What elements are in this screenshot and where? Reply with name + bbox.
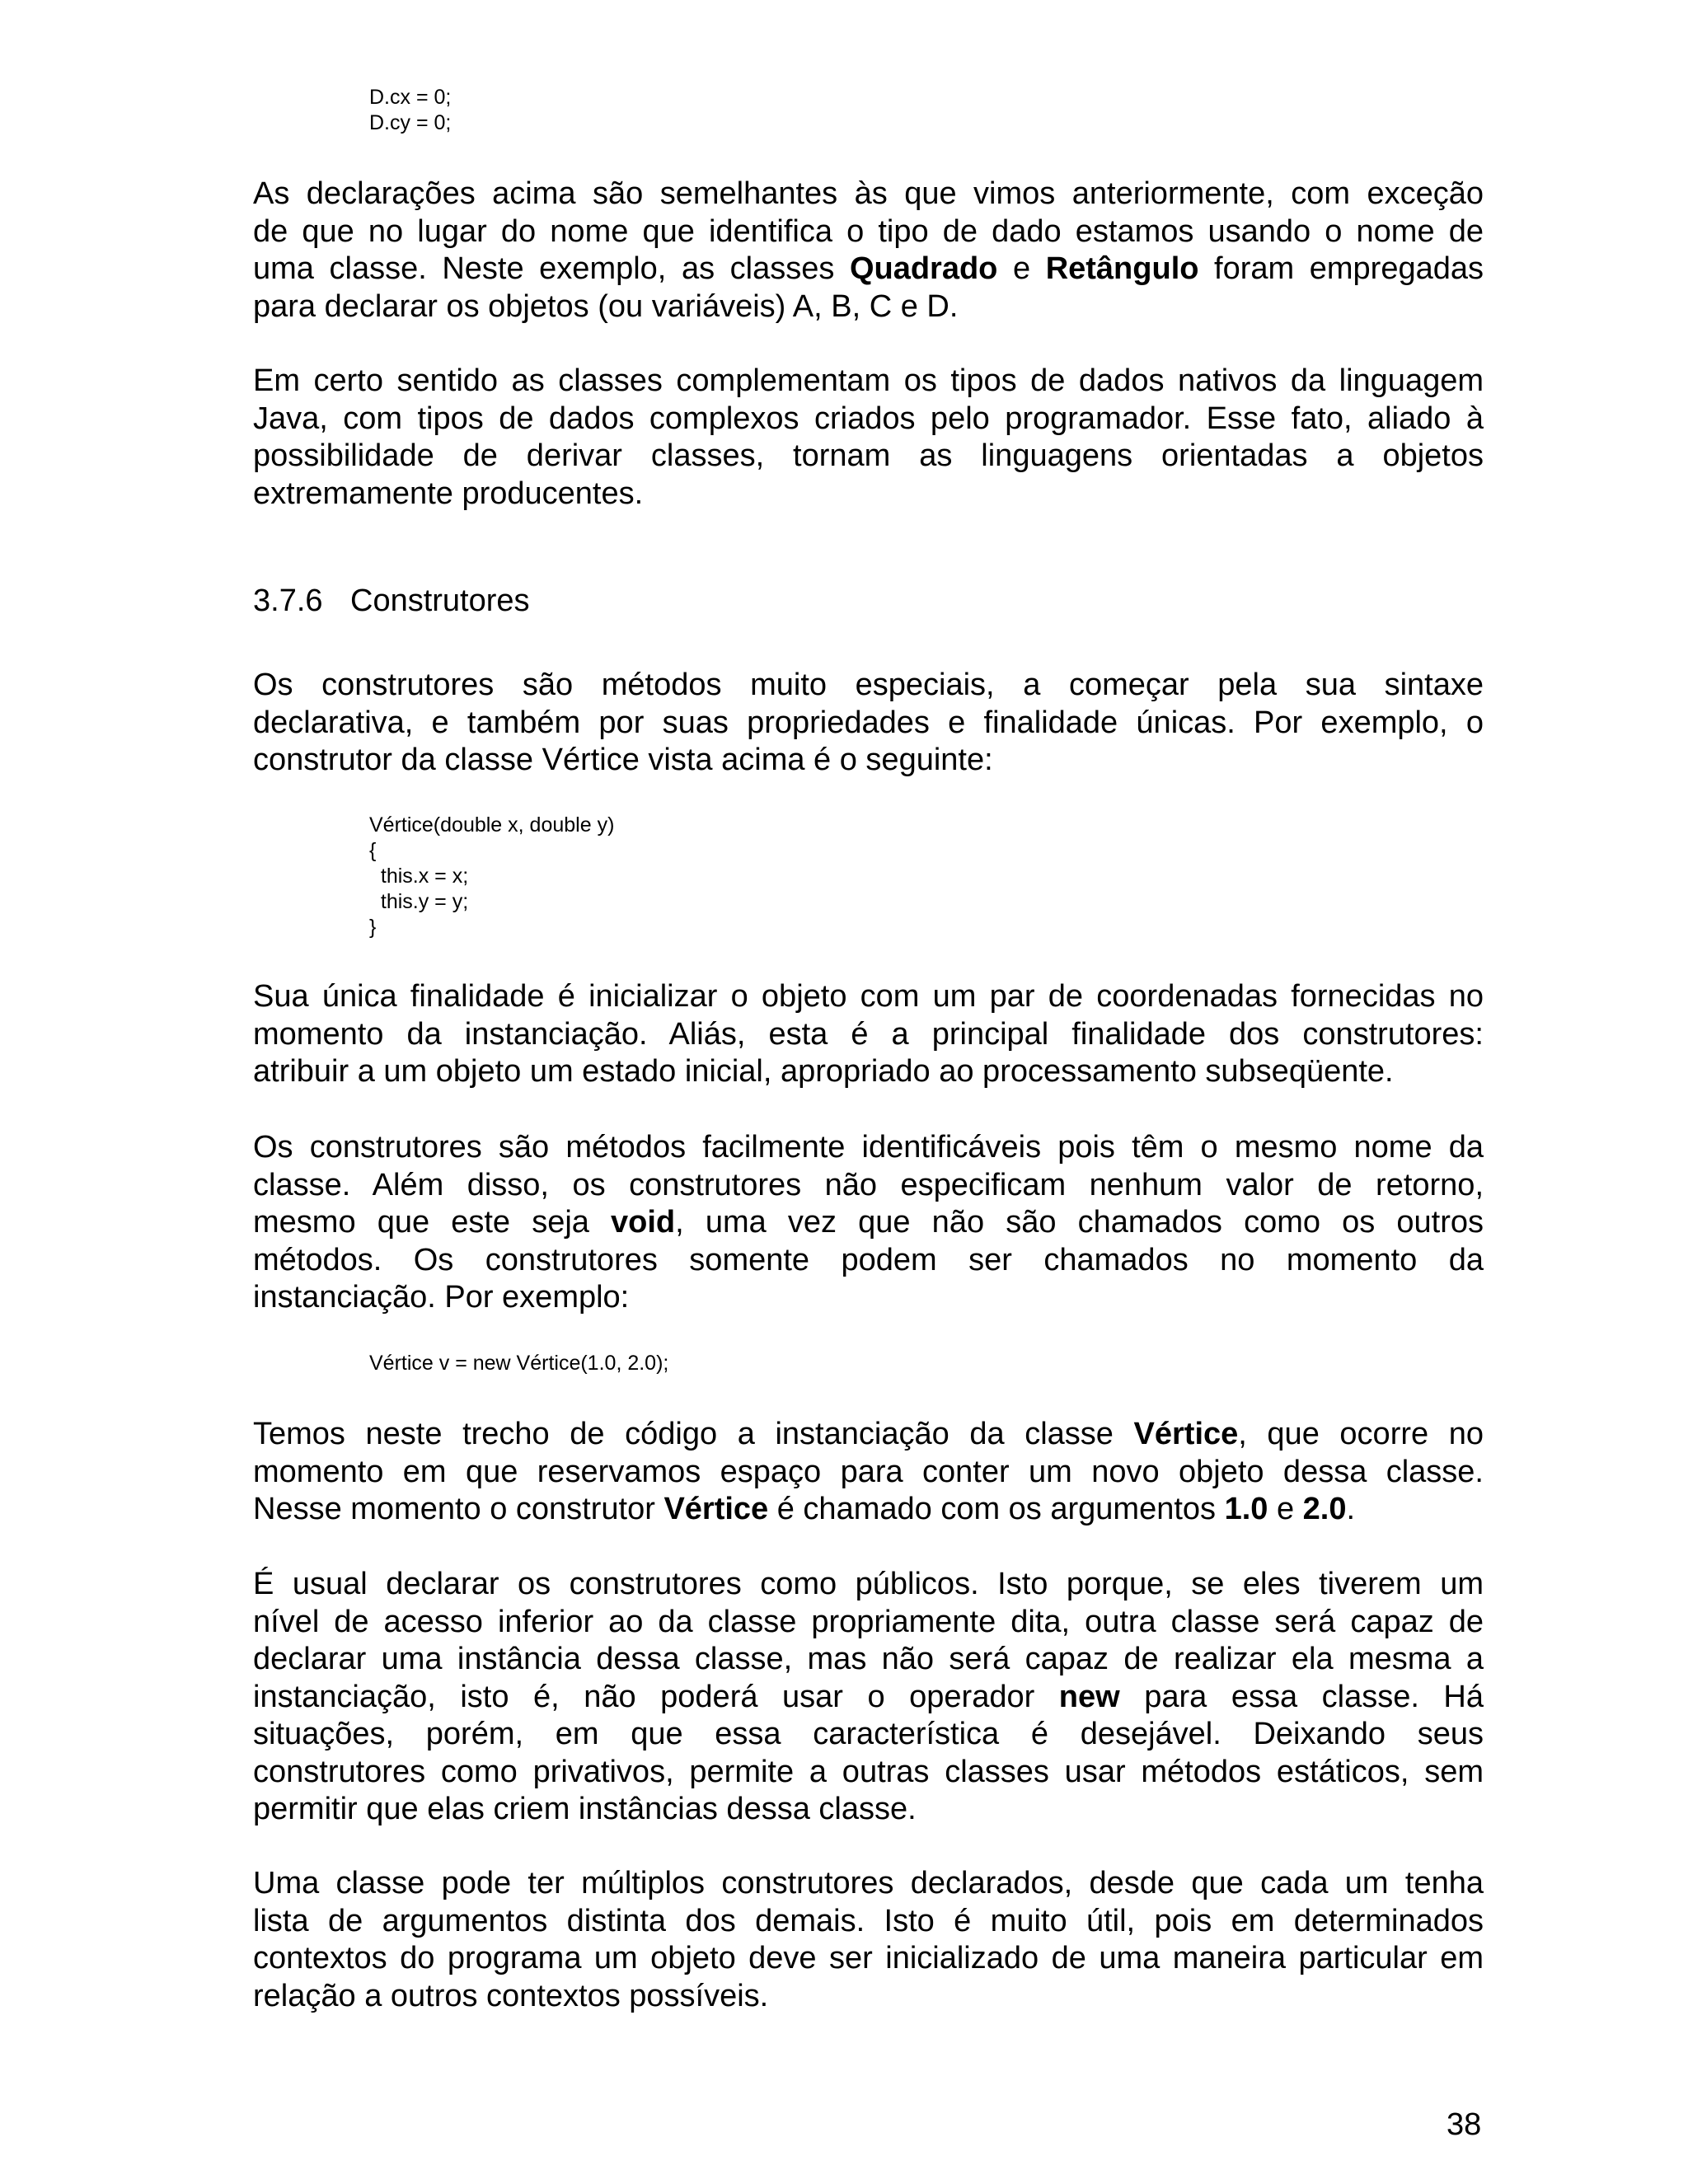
text-line	[253, 1053, 1484, 1091]
text-run: métodos. Os construtores somente podem ser chamados no momento da	[253, 1242, 1484, 1277]
text-run: foram empregadas	[1198, 251, 1484, 286]
text-line	[253, 667, 1484, 705]
paragraph-constructor-identification	[253, 1129, 1484, 1317]
code-line: this.y = y;	[369, 890, 469, 913]
text-run: Os construtores são métodos facilmente identificáveis pois têm o mesmo nome da	[253, 1130, 1484, 1165]
text-line	[253, 705, 1484, 743]
bold-term: 2.0	[1302, 1492, 1347, 1526]
text-run: As declarações acima são semelhantes às que vimos anteriormente, com exceção	[253, 176, 1484, 211]
text-line	[253, 1791, 1484, 1829]
text-line	[253, 1454, 1484, 1492]
text-line	[253, 1016, 1484, 1054]
text-run: Em certo sentido as classes complementam os tipos de dados nativos da linguagem	[253, 363, 1484, 398]
text-run: construtores como privativos, permite a outras classes usar métodos estáticos, sem	[253, 1754, 1484, 1789]
text-run: para declarar os objetos (ou variáveis) A, B, C e D.	[253, 288, 959, 324]
text-run: de que no lugar do nome que identifica o tipo de dado estamos usando o nome de	[253, 213, 1484, 249]
text-line	[253, 1242, 1484, 1280]
text-line	[253, 1566, 1484, 1604]
text-line	[253, 1604, 1484, 1642]
code-block-vertice-constructor	[369, 813, 614, 940]
text-line	[253, 1865, 1484, 1903]
bold-term: new	[1058, 1679, 1120, 1714]
code-line: D.cy = 0;	[369, 111, 452, 134]
text-line	[253, 176, 1484, 213]
text-run: Java, com tipos de dados complexos criados pelo programador. Esse fato, aliado à	[253, 401, 1484, 436]
code-block-vertice-instantiation	[369, 1351, 668, 1376]
paragraph-classes-complement	[253, 363, 1484, 513]
code-block-d-assignments	[369, 85, 451, 136]
text-run: extremamente producentes.	[253, 476, 644, 511]
text-line	[253, 1716, 1484, 1754]
text-run: momento da instanciação. Aliás, esta é a principal finalidade dos construtores:	[253, 1016, 1484, 1052]
text-line	[253, 1754, 1484, 1792]
text-line	[253, 1279, 1484, 1317]
page-number: 38	[1447, 2107, 1482, 2142]
text-run: e	[997, 251, 1046, 286]
text-run: Temos neste trecho de código a instanciação da classe	[253, 1417, 1134, 1451]
text-run: Sua única finalidade é inicializar o objeto com um par de coordenadas fornecidas no	[253, 979, 1484, 1014]
section-number: 3.7.6	[253, 583, 323, 618]
text-run: lista de argumentos distinta dos demais. Isto é muito útil, pois em determinados	[253, 1903, 1484, 1938]
code-line: Vértice(double x, double y)	[369, 813, 615, 837]
text-run: relação a outros contextos possíveis.	[253, 1978, 769, 2013]
text-run: uma classe. Neste exemplo, as classes	[253, 251, 850, 286]
text-line	[253, 1679, 1484, 1717]
text-line	[253, 363, 1484, 401]
text-line	[253, 288, 1484, 326]
text-line	[253, 438, 1484, 476]
bold-term: Quadrado	[849, 251, 998, 286]
code-line: {	[369, 839, 377, 862]
bold-term: Retângulo	[1045, 251, 1199, 286]
text-line	[253, 742, 1484, 780]
text-line	[253, 1491, 1484, 1529]
bold-term: Vértice	[1133, 1417, 1239, 1451]
text-run: É usual declarar os construtores como públicos. Isto porque, se eles tiverem um	[253, 1567, 1484, 1601]
text-line	[253, 1903, 1484, 1941]
code-line: Vértice v = new Vértice(1.0, 2.0);	[369, 1352, 669, 1375]
text-run: Os construtores são métodos muito especiais, a começar pela sua sintaxe	[253, 668, 1484, 702]
text-run: situações, porém, em que essa característica é desejável. Deixando seus	[253, 1717, 1484, 1751]
text-run: atribuir a um objeto um estado inicial, apropriado ao processamento subseqüente.	[253, 1054, 1394, 1089]
text-run: para essa classe. Há	[1119, 1679, 1484, 1714]
text-line	[253, 1978, 1484, 2016]
text-run: , uma vez que não são chamados como os outros	[675, 1205, 1484, 1240]
text-line	[253, 1416, 1484, 1454]
paragraph-multiple-constructors	[253, 1865, 1484, 2015]
text-run: contextos do programa um objeto deve ser inicializado de uma maneira particular em	[253, 1941, 1484, 1975]
paragraph-public-constructors	[253, 1566, 1484, 1829]
text-run: é chamado com os argumentos	[768, 1492, 1225, 1526]
text-line	[253, 251, 1484, 288]
text-run: declarar uma instância dessa classe, mas não será capaz de realizar ela mesma a	[253, 1642, 1484, 1676]
text-run: permitir que elas criem instâncias dessa classe.	[253, 1792, 917, 1826]
text-run: Uma classe pode ter múltiplos construtores declarados, desde que cada um tenha	[253, 1866, 1484, 1900]
text-run: declarativa, e também por suas propriedades e finalidade únicas. Por exemplo, o	[253, 705, 1484, 740]
bold-term: 1.0	[1224, 1492, 1268, 1526]
text-run: e	[1268, 1492, 1303, 1526]
text-run: , que ocorre no	[1238, 1417, 1484, 1451]
paragraph-constructors-intro	[253, 667, 1484, 780]
text-line	[253, 1129, 1484, 1167]
text-run: Nesse momento o construtor	[253, 1492, 664, 1526]
text-line	[253, 978, 1484, 1016]
text-run: instanciação. Por exemplo:	[253, 1280, 630, 1315]
code-line: D.cx = 0;	[369, 86, 452, 109]
text-line	[253, 1940, 1484, 1978]
text-line	[253, 213, 1484, 251]
text-line	[253, 1641, 1484, 1679]
paragraph-constructor-purpose	[253, 978, 1484, 1091]
text-run: possibilidade de derivar classes, tornam as linguagens orientadas a objetos	[253, 438, 1484, 473]
text-line	[253, 401, 1484, 438]
section-heading	[253, 582, 530, 620]
text-run: classe. Além disso, os construtores não especificam nenhum valor de retorno,	[253, 1167, 1484, 1202]
text-run: .	[1346, 1492, 1356, 1526]
code-line: }	[369, 916, 377, 939]
text-line	[253, 1204, 1484, 1242]
code-line: this.x = x;	[369, 865, 469, 888]
text-run: construtor da classe Vértice vista acima é o seguinte:	[253, 743, 993, 777]
text-run: momento em que reservamos espaço para conter um novo objeto dessa classe.	[253, 1454, 1484, 1489]
section-title: Construtores	[350, 583, 530, 618]
text-line	[253, 476, 1484, 513]
text-run: nível de acesso inferior ao da classe propriamente dita, outra classe será capaz de	[253, 1604, 1484, 1639]
text-run: mesmo que este seja	[253, 1205, 612, 1240]
text-line	[253, 1167, 1484, 1205]
paragraph-declarations	[253, 176, 1484, 326]
bold-term: Vértice	[663, 1492, 769, 1526]
bold-term: void	[611, 1205, 676, 1240]
paragraph-instantiation-explanation	[253, 1416, 1484, 1529]
text-run: instanciação, isto é, não poderá usar o operador	[253, 1679, 1059, 1714]
